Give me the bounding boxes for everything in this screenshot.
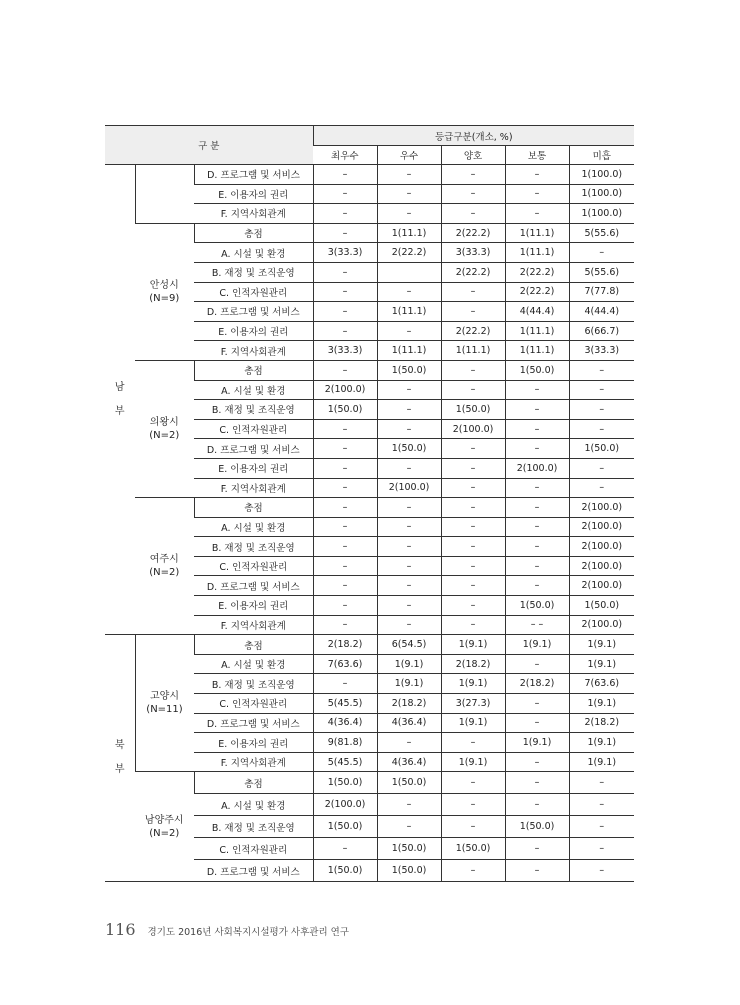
grade-value-cell: 1(50.0): [313, 816, 377, 838]
grade-value-cell: 4(36.4): [377, 713, 441, 733]
city-count: (N=11): [146, 704, 183, 716]
grade-value-cell: –: [441, 794, 505, 816]
grade-value-cell: –: [441, 302, 505, 322]
grade-value-cell: –: [505, 400, 569, 420]
grade-value-cell: –: [313, 576, 377, 596]
grade-value-cell: –: [569, 458, 634, 478]
grade-value-cell: –: [569, 400, 634, 420]
grade-value-cell: 1(9.1): [505, 635, 569, 655]
grade-value-cell: 1(11.1): [505, 321, 569, 341]
grade-value-cell: –: [377, 184, 441, 204]
item-label: A. 시설 및 환경: [194, 517, 313, 537]
header-grade-fair: 양호: [441, 146, 505, 165]
grade-value-cell: –: [569, 838, 634, 860]
page-footer: [105, 920, 349, 939]
grade-value-cell: 1(50.0): [313, 400, 377, 420]
grade-value-cell: 1(50.0): [505, 360, 569, 380]
grade-value-cell: 2(18.2): [569, 713, 634, 733]
grade-value-cell: 1(100.0): [569, 204, 634, 224]
grade-value-cell: –: [377, 794, 441, 816]
item-label: D. 프로그램 및 서비스: [194, 576, 313, 596]
grade-value-cell: 1(9.1): [569, 752, 634, 772]
item-label: 총점: [194, 772, 313, 794]
table-row: [105, 772, 634, 794]
grade-value-cell: –: [377, 733, 441, 753]
item-label: D. 프로그램 및 서비스: [194, 165, 313, 185]
grade-value-cell: 1(9.1): [441, 713, 505, 733]
grade-value-cell: –: [505, 576, 569, 596]
grade-value-cell: –: [313, 204, 377, 224]
grade-value-cell: –: [377, 816, 441, 838]
grade-value-cell: –: [505, 380, 569, 400]
table-row: [105, 360, 634, 380]
grade-value-cell: 2(100.0): [441, 419, 505, 439]
item-label: A. 시설 및 환경: [194, 654, 313, 674]
grade-value-cell: –: [569, 478, 634, 498]
header-grade-cell: 등급구분(개소, %): [313, 126, 634, 146]
grade-value-cell: 1(11.1): [377, 223, 441, 243]
grade-value-cell: 4(36.4): [377, 752, 441, 772]
grade-value-cell: –: [441, 458, 505, 478]
grade-value-cell: 3(33.3): [313, 341, 377, 361]
grade-value-cell: 2(22.2): [441, 223, 505, 243]
grade-value-cell: –: [313, 615, 377, 635]
grade-value-cell: –: [313, 517, 377, 537]
grade-value-cell: 1(9.1): [377, 674, 441, 694]
grade-value-cell: –: [377, 615, 441, 635]
grade-value-cell: 2(100.0): [377, 478, 441, 498]
header-grade-average: 보통: [505, 146, 569, 165]
grade-value-cell: 1(11.1): [377, 341, 441, 361]
grade-value-cell: –: [441, 517, 505, 537]
grade-value-cell: –: [505, 439, 569, 459]
grade-value-cell: 1(50.0): [377, 360, 441, 380]
grade-value-cell: –: [441, 576, 505, 596]
grade-value-cell: 1(9.1): [569, 694, 634, 714]
grade-value-cell: 6(54.5): [377, 635, 441, 655]
grade-value-cell: 7(63.6): [569, 674, 634, 694]
grade-value-cell: 2(100.0): [313, 380, 377, 400]
grade-value-cell: –: [377, 165, 441, 185]
grade-value-cell: –: [313, 596, 377, 616]
grade-value-cell: –: [313, 674, 377, 694]
grade-value-cell: 1(50.0): [441, 838, 505, 860]
grade-value-cell: –: [441, 860, 505, 882]
grade-value-cell: 5(45.5): [313, 752, 377, 772]
item-label: B. 재정 및 조직운영: [194, 400, 313, 420]
item-label: E. 이용자의 권리: [194, 184, 313, 204]
grade-value-cell: 2(22.2): [505, 282, 569, 302]
item-label: C. 인적자원관리: [194, 282, 313, 302]
grade-value-cell: –: [505, 772, 569, 794]
grade-value-cell: 2(18.2): [441, 654, 505, 674]
page-number: 116: [105, 920, 136, 939]
item-label: E. 이용자의 권리: [194, 596, 313, 616]
grade-value-cell: 5(55.6): [569, 223, 634, 243]
grade-value-cell: –: [569, 360, 634, 380]
city-name: 고양시: [150, 691, 179, 703]
grade-value-cell: –: [313, 184, 377, 204]
footer-title: 경기도 2016년 사회복지시설평가 사후관리 연구: [147, 927, 349, 938]
grade-value-cell: 1(50.0): [569, 439, 634, 459]
grade-value-cell: –: [441, 615, 505, 635]
grade-value-cell: 9(81.8): [313, 733, 377, 753]
grade-value-cell: –: [441, 184, 505, 204]
city-label: [135, 165, 194, 224]
grade-value-cell: – –: [505, 615, 569, 635]
grade-value-cell: –: [441, 478, 505, 498]
grade-value-cell: –: [569, 380, 634, 400]
grade-value-cell: 1(11.1): [505, 243, 569, 263]
grade-value-cell: 2(22.2): [377, 243, 441, 263]
table-row: [105, 223, 634, 243]
grade-value-cell: 1(50.0): [569, 596, 634, 616]
grade-value-cell: 1(100.0): [569, 165, 634, 185]
grade-value-cell: 1(9.1): [441, 635, 505, 655]
region-label: 북부: [105, 635, 135, 882]
item-label: D. 프로그램 및 서비스: [194, 439, 313, 459]
item-label: B. 재정 및 조직운영: [194, 262, 313, 282]
grade-value-cell: 2(18.2): [377, 694, 441, 714]
grade-value-cell: –: [505, 419, 569, 439]
grade-value-cell: –: [313, 223, 377, 243]
grade-value-cell: –: [441, 733, 505, 753]
grade-value-cell: 3(33.3): [313, 243, 377, 263]
item-label: D. 프로그램 및 서비스: [194, 713, 313, 733]
header-group-cell: 구 분: [105, 126, 313, 165]
grade-value-cell: –: [505, 794, 569, 816]
grade-value-cell: 2(100.0): [569, 537, 634, 557]
grade-value-cell: –: [377, 517, 441, 537]
grade-value-cell: 3(33.3): [441, 243, 505, 263]
grade-value-cell: –: [377, 596, 441, 616]
city-name: 안성시: [149, 279, 179, 291]
grade-value-cell: –: [377, 321, 441, 341]
grade-value-cell: –: [505, 537, 569, 557]
grade-value-cell: 1(100.0): [569, 184, 634, 204]
grade-value-cell: 1(9.1): [505, 733, 569, 753]
grade-value-cell: –: [569, 772, 634, 794]
grade-value-cell: –: [441, 282, 505, 302]
region-label: 남부: [105, 165, 135, 635]
header-grade-good: 우수: [377, 146, 441, 165]
grade-value-cell: 7(77.8): [569, 282, 634, 302]
city-name: 의왕시: [149, 417, 179, 429]
grade-distribution-table: [105, 125, 634, 882]
grade-value-cell: 2(100.0): [569, 517, 634, 537]
grade-value-cell: –: [313, 556, 377, 576]
grade-value-cell: 1(50.0): [441, 400, 505, 420]
item-label: B. 재정 및 조직운영: [194, 816, 313, 838]
grade-value-cell: 1(50.0): [313, 860, 377, 882]
header-grade-poor: 미흡: [569, 146, 634, 165]
item-label: F. 지역사회관계: [194, 752, 313, 772]
grade-value-cell: 1(50.0): [505, 596, 569, 616]
grade-value-cell: –: [505, 860, 569, 882]
grade-value-cell: –: [313, 478, 377, 498]
grade-value-cell: –: [377, 419, 441, 439]
grade-value-cell: –: [441, 204, 505, 224]
grade-value-cell: 2(22.2): [441, 321, 505, 341]
grade-value-cell: 3(33.3): [569, 341, 634, 361]
grade-value-cell: –: [569, 794, 634, 816]
item-label: F. 지역사회관계: [194, 341, 313, 361]
grade-value-cell: –: [377, 380, 441, 400]
grade-value-cell: –: [505, 694, 569, 714]
table-row: [105, 165, 634, 185]
item-label: 총점: [194, 635, 313, 655]
grade-value-cell: –: [313, 321, 377, 341]
grade-value-cell: 5(45.5): [313, 694, 377, 714]
item-label: D. 프로그램 및 서비스: [194, 860, 313, 882]
city-name: 여주시: [149, 554, 179, 566]
grade-value-cell: 4(44.4): [505, 302, 569, 322]
grade-value-cell: –: [505, 498, 569, 518]
grade-value-cell: –: [569, 243, 634, 263]
grade-value-cell: –: [505, 752, 569, 772]
item-label: C. 인적자원관리: [194, 419, 313, 439]
grade-value-cell: –: [377, 400, 441, 420]
grade-value-cell: –: [505, 713, 569, 733]
header-grade-excellent: 최우수: [313, 146, 377, 165]
grade-value-cell: –: [377, 282, 441, 302]
grade-value-cell: –: [313, 838, 377, 860]
grade-value-cell: 1(11.1): [377, 302, 441, 322]
grade-value-cell: –: [313, 302, 377, 322]
item-label: 총점: [194, 498, 313, 518]
item-label: F. 지역사회관계: [194, 615, 313, 635]
item-label: E. 이용자의 권리: [194, 458, 313, 478]
item-label: E. 이용자의 권리: [194, 733, 313, 753]
city-count: (N=2): [149, 430, 180, 442]
item-label: A. 시설 및 환경: [194, 243, 313, 263]
item-label: F. 지역사회관계: [194, 204, 313, 224]
grade-value-cell: 1(9.1): [569, 654, 634, 674]
city-label: [135, 772, 194, 882]
grade-value-cell: 2(100.0): [569, 556, 634, 576]
grade-value-cell: –: [569, 860, 634, 882]
grade-value-cell: 1(11.1): [505, 223, 569, 243]
grade-value-cell: –: [505, 184, 569, 204]
grade-value-cell: –: [505, 165, 569, 185]
grade-value-cell: 1(9.1): [377, 654, 441, 674]
grade-value-cell: 1(50.0): [377, 439, 441, 459]
grade-value-cell: 1(50.0): [313, 772, 377, 794]
grade-value-cell: 1(9.1): [569, 733, 634, 753]
city-count: (N=9): [149, 292, 180, 304]
item-label: 총점: [194, 360, 313, 380]
grade-value-cell: –: [441, 556, 505, 576]
item-label: A. 시설 및 환경: [194, 794, 313, 816]
grade-value-cell: –: [441, 498, 505, 518]
city-label: [135, 223, 194, 360]
grade-value-cell: 2(22.2): [441, 262, 505, 282]
grade-value-cell: 1(9.1): [441, 752, 505, 772]
grade-value-cell: –: [505, 478, 569, 498]
item-label: E. 이용자의 권리: [194, 321, 313, 341]
grade-value-cell: [377, 262, 441, 282]
grade-value-cell: –: [313, 282, 377, 302]
grade-value-cell: –: [313, 439, 377, 459]
grade-value-cell: –: [377, 576, 441, 596]
grade-value-cell: –: [313, 419, 377, 439]
grade-value-cell: –: [441, 596, 505, 616]
grade-value-cell: 2(18.2): [505, 674, 569, 694]
grade-value-cell: –: [377, 498, 441, 518]
grade-value-cell: –: [505, 838, 569, 860]
item-label: C. 인적자원관리: [194, 694, 313, 714]
grade-value-cell: 3(27.3): [441, 694, 505, 714]
city-label: [135, 498, 194, 635]
grade-value-cell: –: [377, 556, 441, 576]
grade-value-cell: –: [377, 458, 441, 478]
grade-value-cell: –: [505, 204, 569, 224]
grade-value-cell: –: [505, 654, 569, 674]
city-label: [135, 360, 194, 497]
item-label: D. 프로그램 및 서비스: [194, 302, 313, 322]
grade-value-cell: –: [313, 498, 377, 518]
city-count: (N=2): [149, 567, 180, 579]
grade-value-cell: –: [313, 458, 377, 478]
grade-value-cell: 2(100.0): [569, 498, 634, 518]
item-label: B. 재정 및 조직운영: [194, 537, 313, 557]
grade-value-cell: 1(11.1): [505, 341, 569, 361]
item-label: C. 인적자원관리: [194, 838, 313, 860]
grade-value-cell: –: [377, 204, 441, 224]
grade-value-cell: –: [313, 262, 377, 282]
grade-value-cell: 2(22.2): [505, 262, 569, 282]
grade-value-cell: –: [441, 165, 505, 185]
grade-value-cell: 2(18.2): [313, 635, 377, 655]
grade-value-cell: –: [441, 537, 505, 557]
table-row: [105, 635, 634, 655]
city-count: (N=2): [149, 827, 180, 839]
grade-value-cell: 4(36.4): [313, 713, 377, 733]
grade-value-cell: –: [569, 816, 634, 838]
grade-value-cell: 5(55.6): [569, 262, 634, 282]
grade-value-cell: –: [313, 537, 377, 557]
table-row: [105, 498, 634, 518]
grade-value-cell: 7(63.6): [313, 654, 377, 674]
grade-value-cell: –: [441, 816, 505, 838]
item-label: B. 재정 및 조직운영: [194, 674, 313, 694]
grade-value-cell: 1(9.1): [441, 674, 505, 694]
grade-value-cell: –: [441, 360, 505, 380]
grade-value-cell: 1(11.1): [441, 341, 505, 361]
grade-value-cell: 1(50.0): [377, 838, 441, 860]
grade-value-cell: 2(100.0): [505, 458, 569, 478]
city-name: 남양주시: [144, 814, 184, 826]
grade-value-cell: 2(100.0): [569, 615, 634, 635]
grade-value-cell: –: [441, 380, 505, 400]
grade-value-cell: –: [441, 439, 505, 459]
grade-value-cell: –: [505, 517, 569, 537]
grade-value-cell: 1(50.0): [505, 816, 569, 838]
city-label: [135, 635, 194, 772]
grade-value-cell: –: [505, 556, 569, 576]
table-body: [105, 165, 634, 882]
grade-value-cell: 1(50.0): [377, 772, 441, 794]
grade-value-cell: –: [441, 772, 505, 794]
grade-value-cell: –: [313, 165, 377, 185]
item-label: 총점: [194, 223, 313, 243]
item-label: A. 시설 및 환경: [194, 380, 313, 400]
grade-value-cell: 2(100.0): [569, 576, 634, 596]
grade-value-cell: –: [313, 360, 377, 380]
item-label: C. 인적자원관리: [194, 556, 313, 576]
grade-value-cell: 1(9.1): [569, 635, 634, 655]
grade-value-cell: 6(66.7): [569, 321, 634, 341]
grade-value-cell: 4(44.4): [569, 302, 634, 322]
item-label: F. 지역사회관계: [194, 478, 313, 498]
grade-value-cell: –: [569, 419, 634, 439]
grade-value-cell: 1(50.0): [377, 860, 441, 882]
grade-value-cell: 2(100.0): [313, 794, 377, 816]
grade-value-cell: –: [377, 537, 441, 557]
